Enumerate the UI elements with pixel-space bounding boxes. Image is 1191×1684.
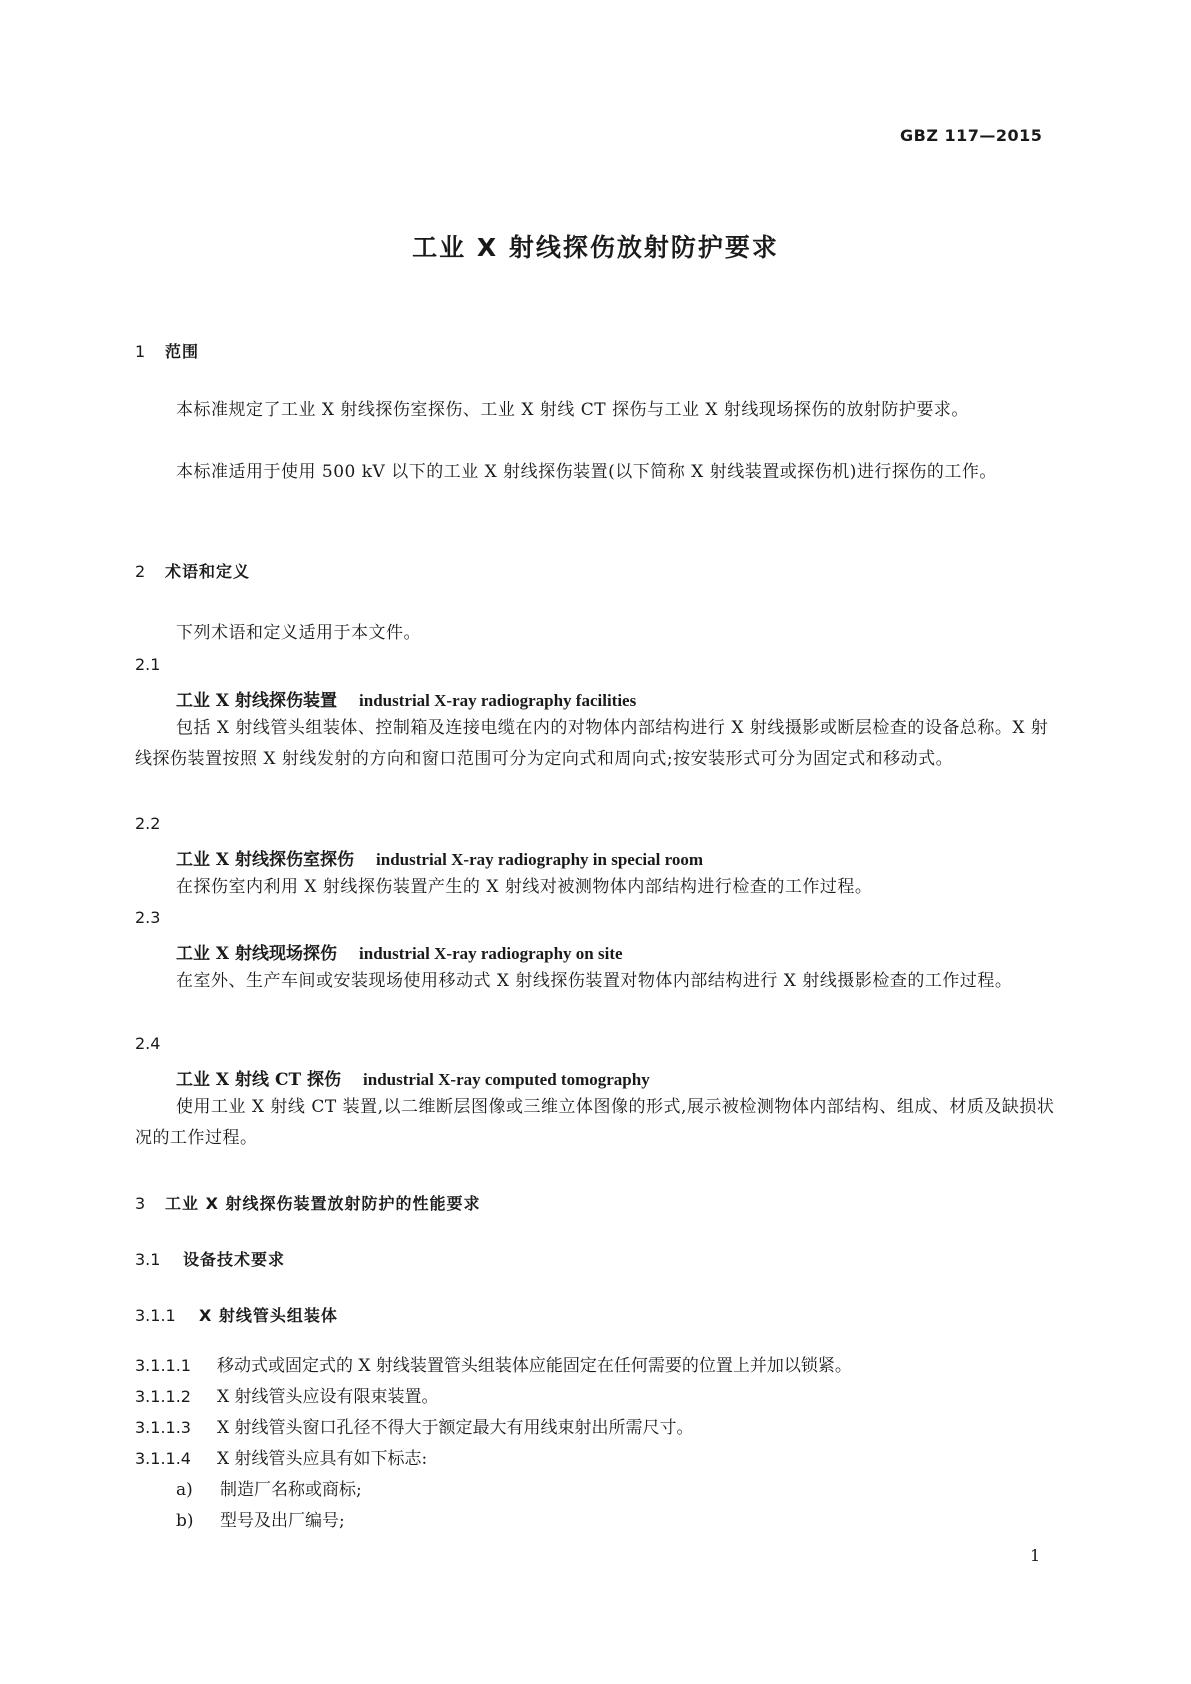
subsection-number: 3.1.1 [135, 1306, 176, 1325]
term-zh: 工业 X 射线探伤装置 [176, 691, 338, 711]
list-label: a) [176, 1480, 193, 1500]
section-3-heading [135, 1191, 480, 1214]
term-definition: 在探伤室内利用 X 射线探伤装置产生的 X 射线对被测物体内部结构进行检查的工作过程。 [176, 877, 873, 897]
section-1-heading [135, 339, 199, 362]
term-zh: 工业 X 射线 CT 探伤 [176, 1070, 342, 1090]
section-2-heading [135, 559, 250, 582]
subsection-number: 3.1 [135, 1250, 161, 1269]
page-number: 1 [1030, 1546, 1041, 1565]
clause-text: X 射线管头窗口孔径不得大于额定最大有用线束射出所需尺寸。 [217, 1418, 694, 1438]
clause [135, 1413, 694, 1438]
term-heading [176, 845, 703, 870]
term-definition: 使用工业 X 射线 CT 装置,以二维断层图像或三维立体图像的形式,展示被检测物体内部结构、组成、材质及缺损状况的工作过程。 [135, 1097, 1055, 1148]
term-en: industrial X-ray radiography on site [359, 944, 623, 963]
term-number: 2.3 [135, 908, 161, 927]
clause-number: 3.1.1.2 [135, 1387, 191, 1406]
clause-number: 3.1.1.3 [135, 1418, 191, 1437]
clause-number: 3.1.1.1 [135, 1356, 191, 1375]
list-text: 制造厂名称或商标; [220, 1480, 362, 1500]
section-number: 3 [135, 1194, 146, 1213]
list-item [176, 1475, 362, 1500]
section-title: 工业 X 射线探伤装置放射防护的性能要求 [165, 1194, 481, 1213]
list-label: b) [176, 1511, 194, 1531]
standard-code: GBZ 117—2015 [900, 126, 1043, 145]
term-heading [176, 686, 636, 711]
clause-text: X 射线管头应设有限束装置。 [217, 1387, 439, 1407]
clause [135, 1351, 852, 1376]
subsection-title: X 射线管头组装体 [199, 1306, 338, 1325]
paragraph: 本标准规定了工业 X 射线探伤室探伤、工业 X 射线 CT 探伤与工业 X 射线现场探伤的放射防护要求。 [176, 400, 969, 420]
paragraph: 下列术语和定义适用于本文件。 [176, 623, 421, 643]
term-zh: 工业 X 射线现场探伤 [176, 944, 338, 964]
term-number: 2.4 [135, 1034, 161, 1053]
term-en: industrial X-ray computed tomography [363, 1070, 650, 1089]
term-heading [176, 1065, 650, 1090]
subsection-3-1-heading [135, 1247, 285, 1270]
clause [135, 1444, 427, 1469]
term-en: industrial X-ray radiography facilities [359, 691, 637, 710]
clause-text: 移动式或固定式的 X 射线装置管头组装体应能固定在任何需要的位置上并加以锁紧。 [217, 1356, 852, 1376]
section-number: 1 [135, 342, 146, 361]
term-number: 2.2 [135, 814, 161, 833]
clause-text: X 射线管头应具有如下标志: [217, 1449, 428, 1469]
subsection-title: 设备技术要求 [183, 1250, 286, 1269]
list-item [176, 1506, 345, 1531]
list-text: 型号及出厂编号; [220, 1511, 345, 1531]
section-title: 范围 [165, 342, 200, 361]
term-zh: 工业 X 射线探伤室探伤 [176, 850, 355, 870]
clause [135, 1382, 439, 1407]
section-number: 2 [135, 562, 146, 581]
paragraph: 本标准适用于使用 500 kV 以下的工业 X 射线探伤装置(以下简称 X 射线装置或探伤机)进行探伤的工作。 [176, 462, 997, 482]
term-number: 2.1 [135, 655, 161, 674]
term-definition: 包括 X 射线管头组装体、控制箱及连接电缆在内的对物体内部结构进行 X 射线摄影或断层检查的设备总称。X 射线探伤装置按照 X 射线发射的方向和窗口范围可分为定向式和周向式;按安装形式可分为固定式和移动式。 [135, 718, 1049, 769]
section-title: 术语和定义 [165, 562, 251, 581]
term-en: industrial X-ray radiography in special room [376, 850, 703, 869]
document-title: 工业 X 射线探伤放射防护要求 [412, 233, 779, 262]
clause-number: 3.1.1.4 [135, 1449, 191, 1468]
subsection-3-1-1-heading [135, 1303, 338, 1326]
term-definition: 在室外、生产车间或安装现场使用移动式 X 射线探伤装置对物体内部结构进行 X 射线摄影检查的工作过程。 [176, 971, 1013, 991]
term-heading [176, 939, 623, 964]
